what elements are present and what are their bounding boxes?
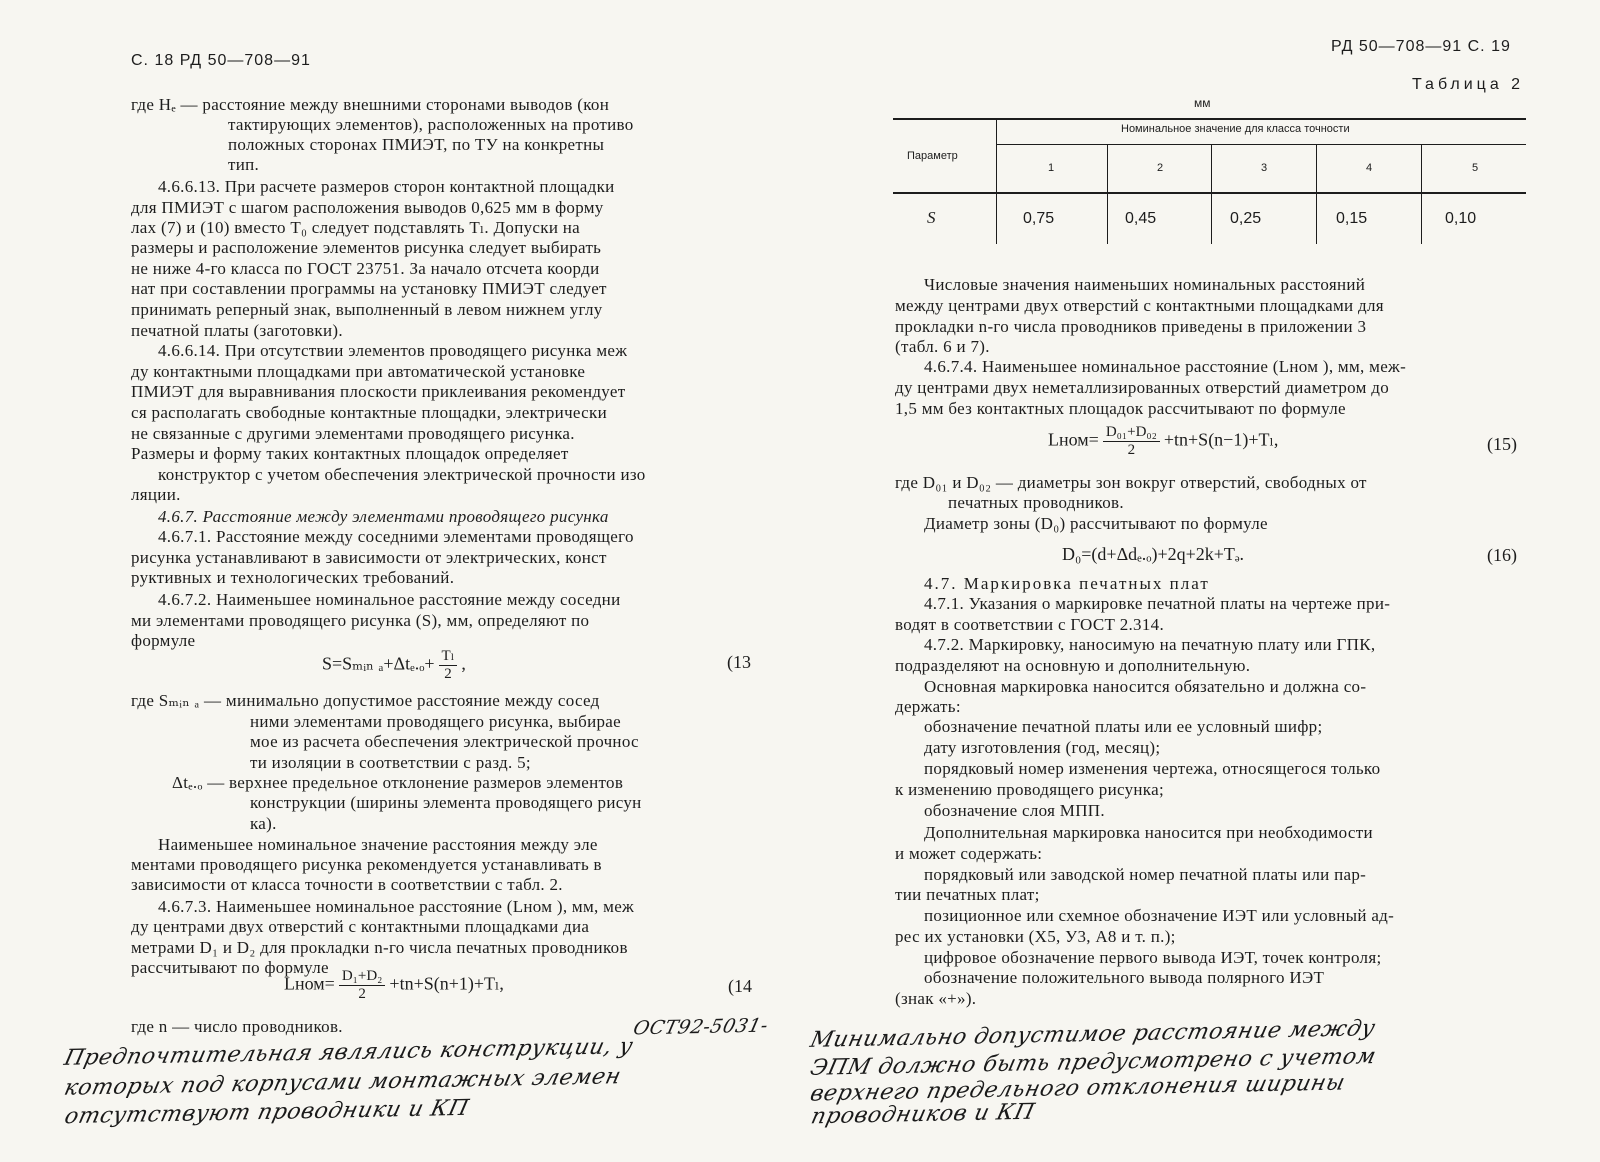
table-row-param: S [927,208,936,227]
text-line: принимать реперный знак, выполненный в левом нижнем углу [131,300,603,319]
table-cell: 0,45 [1125,210,1157,227]
table-col-divider [996,118,997,244]
text-line: к изменению проводящего рисунка; [895,780,1164,799]
handwritten-reference: ОСТ92-5031- [631,1014,771,1040]
text-line: лах (7) и (10) вместо T₀ следует подставлять Tₗ. Допуски на [131,218,581,237]
text-line: ментами проводящего рисунка рекомендуется устанавливать в [131,855,602,874]
text-line: (табл. 6 и 7). [895,337,990,356]
text-line: Числовые значения наименьших номинальных расстояний [924,275,1366,294]
text-line: не связанные с другими элементами проводящего рисунка. [131,424,575,443]
table-class-header: 2 [1157,162,1164,174]
text-line: ка). [250,814,277,833]
formula-16-number: (16) [1487,545,1517,565]
text-line: прокладки n-го числа проводников приведены в приложении 3 [895,317,1367,336]
text-line: Дополнительная маркировка наносится при необходимости [924,823,1373,842]
text-line: водят в соответствии с ГОСТ 2.314. [895,615,1165,634]
formula-13-lhs: S=Sₘᵢₙ ₐ+Δtₑ.ₒ+ [322,653,435,674]
text-line: ними элементами проводящего рисунка, выбирае [250,712,621,731]
text-line: конструкции (ширины элемента проводящего рисун [250,793,642,812]
handwritten-note-line: отсутствуют проводники и КП [62,1095,472,1130]
text-line: и может содержать: [895,844,1043,863]
text-line: размеры и расположение элементов рисунка следует выбирать [131,238,602,257]
text-line: (знак «+»). [895,989,977,1008]
text-line: 4.6.7.3. Наименьшее номинальное расстояние (Lном ), мм, меж [158,897,635,916]
text-line: Размеры и форму таких контактных площадок определяет [131,444,569,463]
text-line: 4.6.6.13. При расчете размеров сторон контактной площадки [158,177,615,196]
text-line: метрами D₁ и D₂ для прокладки n-го числа печатных проводников [131,938,628,957]
table-cell: 0,25 [1230,210,1262,227]
formula-15-lhs: Lном= [1048,429,1099,450]
table-unit: мм [1194,96,1211,110]
formula-15-numerator: D₀₁+D₀₂ [1103,424,1160,442]
formula-13-denominator: 2 [444,666,452,682]
formula-13-numerator: Tₗ [439,648,458,666]
text-line: зависимости от класса точности в соответствии с табл. 2. [131,875,563,894]
text-line: где Sₘᵢₙ ₐ — минимально допустимое расстояние между сосед [131,691,600,710]
table-class-header: 5 [1472,162,1479,174]
text-line: Диаметр зоны (D₀) рассчитывают по формуле [924,514,1268,533]
table-param-header: Параметр [907,150,958,162]
text-line: обозначение положительного вывода полярного ИЭТ [924,968,1325,987]
text-line: 4.7.1. Указания о маркировке печатной платы на чертеже при- [924,594,1391,613]
table-cell: 0,15 [1336,210,1368,227]
handwritten-note-line: проводников и КП [808,1099,1038,1130]
text-line: 1,5 мм без контактных площадок рассчитывают по формуле [895,399,1346,418]
text-line: держать: [895,697,961,716]
text-line: подразделяют на основную и дополнительную. [895,656,1251,675]
formula-15-fraction [1103,424,1160,459]
table-cell: 0,10 [1445,210,1477,227]
handwritten-note-line: верхнего предельного отклонения ширины [807,1070,1348,1107]
formula-14 [284,968,504,1003]
page-right [800,0,1600,1162]
text-line: ПМИЭТ для выравнивания плоскости приклеивания рекомендует [131,382,626,401]
text-line: ду центрами двух отверстий с контактными площадками диа [131,917,590,936]
text-line: где Hₑ — расстояние между внешними сторонами выводов (кон [131,95,610,114]
text-line: порядковый или заводской номер печатной платы или пар- [924,865,1367,884]
handwritten-note-line: Предпочтительная являлись конструкции, у [61,1034,636,1071]
formula-14-numerator: D₁+D₂ [339,968,386,986]
formula-15-number: (15) [1487,434,1517,454]
formula-16: D₀=(d+Δdₑ.ₒ)+2q+2k+Tₔ. [1062,544,1245,564]
table-col-divider [1211,144,1212,244]
text-line: руктивных и технологических требований. [131,568,455,587]
text-line: 4.6.6.14. При отсутствии элементов проводящего рисунка меж [158,341,628,360]
text-line: формуле [131,631,196,650]
text-line: ми элементами проводящего рисунка (S), мм, определяют по [131,611,590,630]
page-header: РД 50—708—91 С. 19 [1331,38,1511,55]
text-line: не ниже 4-го класса по ГОСТ 23751. За начало отсчета коорди [131,259,600,278]
text-line: ду центрами двух неметаллизированных отверстий диаметром до [895,378,1390,397]
formula-15 [1048,424,1278,459]
text-line: тип. [228,155,260,174]
text-line: где n — число проводников. [131,1017,343,1036]
text-line: цифровое обозначение первого вывода ИЭТ, точек контроля; [924,948,1382,967]
text-line: 4.7.2. Маркировку, наносимую на печатную плату или ГПК, [924,635,1376,654]
formula-14-lhs: Lном= [284,973,335,994]
text-line: ду контактными площадками при автоматической установке [131,362,586,381]
text-line: рисунка устанавливают в зависимости от электрических, конст [131,548,607,567]
table-col-divider [1107,144,1108,244]
text-line: дату изготовления (год, месяц); [924,738,1161,757]
text-line: 4.6.7. Расстояние между элементами проводящего рисунка [158,507,609,526]
formula-14-denominator: 2 [358,986,366,1002]
table-rule-top [893,118,1526,120]
table-rule-header [893,192,1526,194]
text-line: обозначение печатной платы или ее условный шифр; [924,717,1323,736]
formula-13-tail: , [461,653,466,674]
page-header: С. 18 РД 50—708—91 [131,52,311,69]
handwritten-note-line: которых под корпусами монтажных элемен [61,1064,624,1101]
text-line: печатной платы (заготовки). [131,321,343,340]
text-line: тии печатных плат; [895,885,1040,904]
table-class-header: 3 [1261,162,1268,174]
formula-13-number: (13 [727,652,751,672]
text-line: положных сторонах ПМИЭТ, по ТУ на конкретны [228,135,605,154]
table-rule-group [996,144,1526,145]
text-line: печатных проводников. [948,493,1124,512]
formula-15-denominator: 2 [1127,442,1136,458]
table-label: Таблица 2 [1412,76,1525,93]
text-line: рассчитывают по формуле [131,958,329,977]
table-col-divider [1316,144,1317,244]
text-line: нат при составлении программы на установку ПМИЭТ следует [131,279,607,298]
text-line: позиционное или схемное обозначение ИЭТ или условный ад- [924,906,1395,925]
table-cell: 0,75 [1023,210,1055,227]
text-line: 4.6.7.1. Расстояние между соседними элементами проводящего [158,527,634,546]
text-line: ся располагать свободные контактные площадки, электрически [131,403,607,422]
table-2 [893,118,1526,244]
text-line: Δtₑ.ₒ — верхнее предельное отклонение размеров элементов [172,773,624,792]
text-line: ляции. [131,485,181,504]
text-line: обозначение слоя МПП. [924,801,1105,820]
formula-13 [322,648,466,683]
handwritten-note-line: Минимально допустимое расстояние между [807,1016,1378,1053]
text-line: где D₀₁ и D₀₂ — диаметры зон вокруг отверстий, свободных от [895,473,1367,492]
text-line: 4.6.7.2. Наименьшее номинальное расстояние между соседни [158,590,621,609]
table-class-header: 4 [1366,162,1373,174]
text-line: рес их установки (Х5, У3, А8 и т. п.); [895,927,1176,946]
text-line: для ПМИЭТ с шагом расположения выводов 0,625 мм в форму [131,198,604,217]
table-col-divider [1421,144,1422,244]
table-group-header: Номинальное значение для класса точности [1121,123,1350,135]
formula-13-fraction [439,648,458,683]
table-class-header: 1 [1048,162,1055,174]
text-line: конструктор с учетом обеспечения электрической прочности изо [158,465,646,484]
text-line: 4.6.7.4. Наименьшее номинальное расстояние (Lном ), мм, меж- [924,357,1407,376]
formula-14-tail: +tn+S(n+1)+Tₗ, [389,973,504,994]
text-line: порядковый номер изменения чертежа, относящегося только [924,759,1381,778]
text-line: Наименьшее номинальное значение расстояния между эле [158,835,598,854]
formula-15-tail: +tn+S(n−1)+Tₗ, [1163,429,1279,450]
text-line: мое из расчета обеспечения электрической прочнос [250,732,639,751]
text-line: между центрами двух отверстий с контактными площадками для [895,296,1384,315]
handwritten-note-line: ЭПМ должно быть предусмотрено с учетом [807,1044,1379,1081]
text-line: ти изоляции в соответствии с разд. 5; [250,753,531,772]
text-line: Основная маркировка наносится обязательно и должна со- [924,677,1367,696]
formula-14-fraction [339,968,386,1003]
text-line: тактирующих элементов), расположенных на противо [228,115,634,134]
text-line: 4.7. Маркировка печатных плат [924,574,1210,593]
formula-14-number: (14 [728,976,752,996]
